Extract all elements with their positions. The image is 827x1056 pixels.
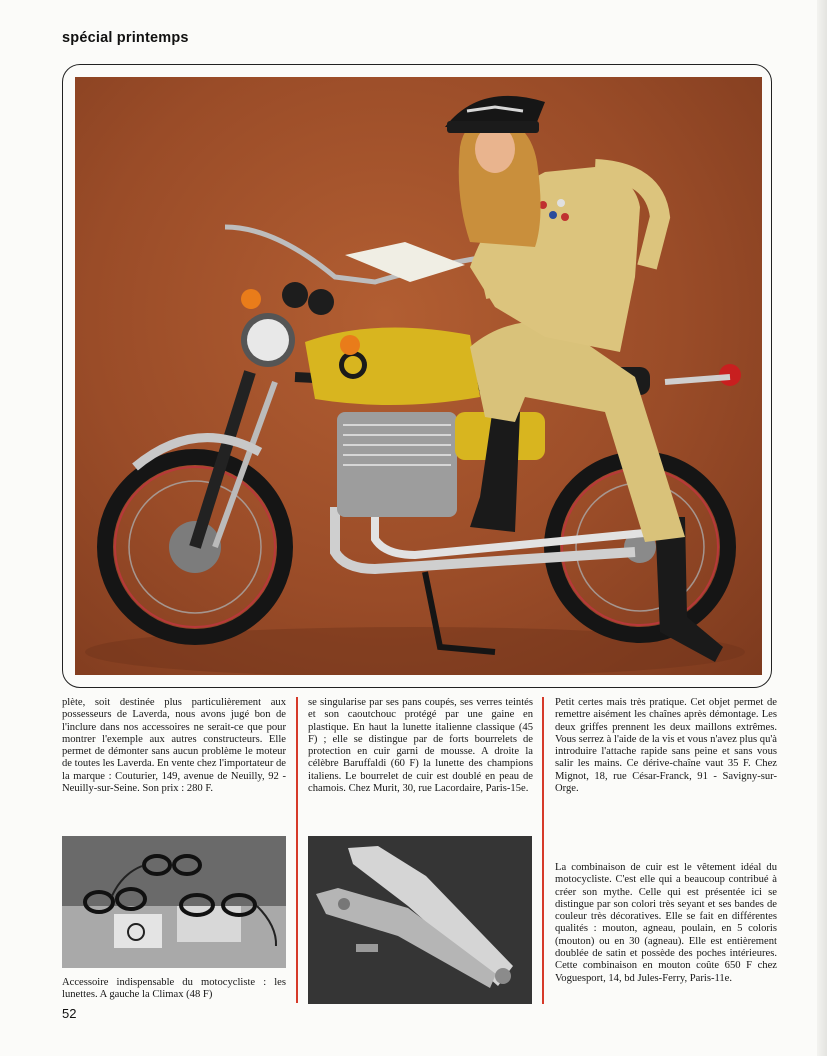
chain-tool-photo <box>308 836 532 1004</box>
article-column-1: plète, soit destinée plus particulièrement aux possesseurs de Laverda, nous avons jugé bon de l'inclure dans nos accessoires ne serait-ce que pour montrer l'exemple aux autres constructeurs. Elle permet de démonter sans aucun problème le moteur de toutes les Laverda. En vente chez l'importateur de la marque : Couturier, 149, avenue de Neuilly, 92 - Neuilly-sur-Seine. Son prix : 280 F. <box>62 697 286 795</box>
page-number: 52 <box>62 1006 77 1021</box>
section-header: spécial printemps <box>62 30 189 46</box>
page-edge <box>817 0 827 1056</box>
article-column-4: La combinaison de cuir est le vêtement idéal du motocycliste. C'est elle qui a beaucoup contribué à créer son mythe. Celle qui est présentée ici se distingue par son colori très seyant et ses bandes de couleur très décoratives. Elle se fait en différentes qualités : mouton, agneau, poulain, en 5 coloris (mouton) ou en 30 (agneau). Elle est entièrement doublée de satin et possède des poches intérieures. Cette combinaison en mouton coûte 650 F chez Voguesport, 14, bd Jules-Ferry, Paris-11e. <box>555 862 777 984</box>
goggles-caption: Accessoire indispensable du motocycliste : les lunettes. A gauche la Climax (48 F) <box>62 977 286 1001</box>
article-column-3: Petit certes mais très pratique. Cet objet permet de remettre aisément les chaînes après démontage. Les deux griffes prennent les deux maillons extrêmes. Vous serrez à l'aide de la vis et vous n'avez plus qu'à introduire l'attache rapide sans peine et sans vous salir les mains. Ce dérive-chaîne vaut 35 F. Chez Mignot, 18, rue César-Franck, 91 - Savigny-sur-Orge. <box>555 697 777 795</box>
column-divider <box>296 697 298 1003</box>
motorcycle-photo <box>75 77 762 675</box>
goggles-photo <box>62 836 286 968</box>
article-column-2: se singularise par ses pans coupés, ses verres teintés et son caoutchouc protégé par une gaine en plastique. En haut la lunette italienne classique (45 F) ; elle se distingue par de forts bourrelets de protection en cuir garni de mousse. A droite la célèbre Baruffaldi (60 F) la lunette des champions italiens. Le bourrelet de cuir est doublé en peau de chamois. Chez Murit, 30, rue Lacordaire, Paris-15e. <box>308 697 533 795</box>
column-divider <box>542 836 544 1004</box>
